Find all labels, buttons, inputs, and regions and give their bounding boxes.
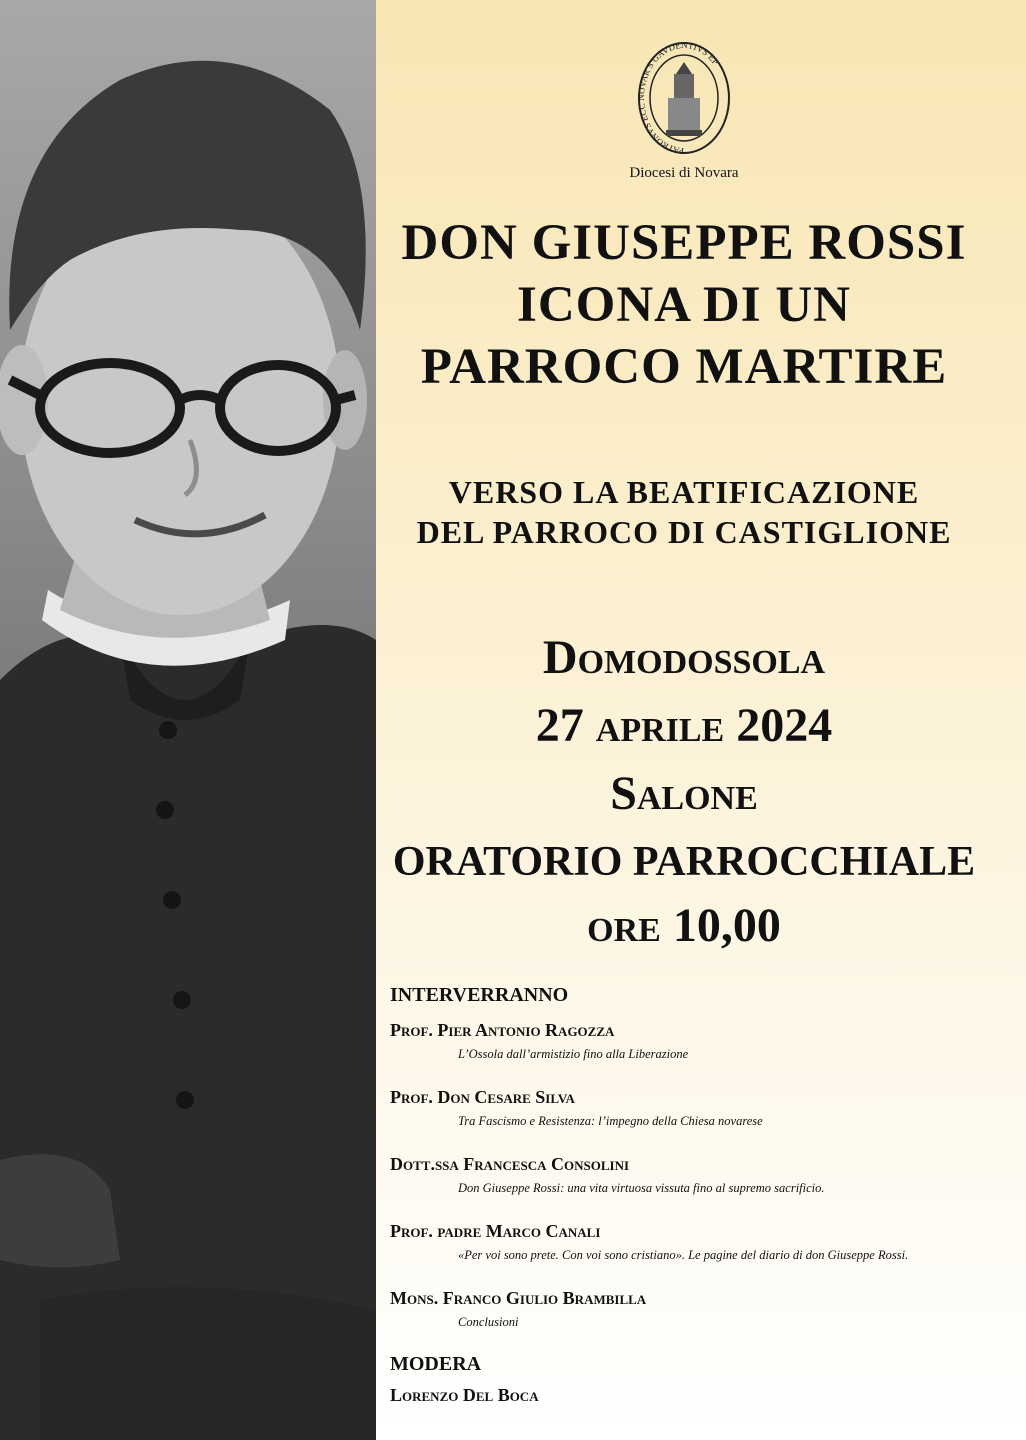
subtitle-line: DEL PARROCO DI CASTIGLIONE (416, 514, 952, 550)
speaker-topic: Tra Fascismo e Resistenza: l’impegno della Chiesa novarese (458, 1114, 763, 1128)
event-title (376, 212, 992, 398)
title-line: DON GIUSEPPE ROSSI (401, 215, 967, 271)
moderator-heading: MODERA (390, 1353, 482, 1375)
diocese-name: Diocesi di Novara (629, 165, 739, 181)
speaker-name: Prof. Pier Antonio Ragozza (390, 1020, 615, 1040)
diocese-seal-icon (636, 40, 732, 156)
speaker-name: Prof. padre Marco Canali (390, 1221, 601, 1241)
moderator-name: Lorenzo Del Boca (390, 1385, 539, 1405)
priest-portrait-illustration (0, 0, 376, 1440)
subtitle-line: VERSO LA BEATIFICAZIONE (448, 474, 920, 510)
title-line: PARROCO MARTIRE (420, 339, 948, 395)
seal-inscription: PATRONVS ECC NOVAR S GAVDENTIVS EP (636, 40, 721, 156)
event-venue-detail: ORATORIO PARROCCHIALE (392, 839, 976, 885)
speaker-name: Dott.ssa Francesca Consolini (390, 1154, 630, 1174)
event-date: 27 aprile 2024 (535, 699, 833, 752)
speakers-heading: INTERVERRANNO (390, 984, 569, 1006)
event-venue: Salone (610, 767, 758, 820)
speaker-name: Mons. Franco Giulio Brambilla (390, 1288, 647, 1308)
portrait-photo (0, 0, 376, 1440)
event-subtitle (376, 472, 992, 552)
event-city: Domodossola (542, 631, 826, 684)
event-time: ore 10,00 (587, 899, 781, 952)
speaker-topic: L’Ossola dall’armistizio fino alla Liberazione (458, 1047, 689, 1061)
speaker-name: Prof. Don Cesare Silva (390, 1087, 575, 1107)
speaker-topic: Conclusioni (458, 1315, 519, 1329)
speaker-topic: Don Giuseppe Rossi: una vita virtuosa vissuta fino al supremo sacrificio. (458, 1181, 825, 1195)
title-line: ICONA DI UN (516, 277, 852, 333)
text-panel (376, 0, 1026, 1440)
speaker-topic: «Per voi sono prete. Con voi sono cristiano». Le pagine del diario di don Giuseppe Rossi. (458, 1248, 909, 1262)
